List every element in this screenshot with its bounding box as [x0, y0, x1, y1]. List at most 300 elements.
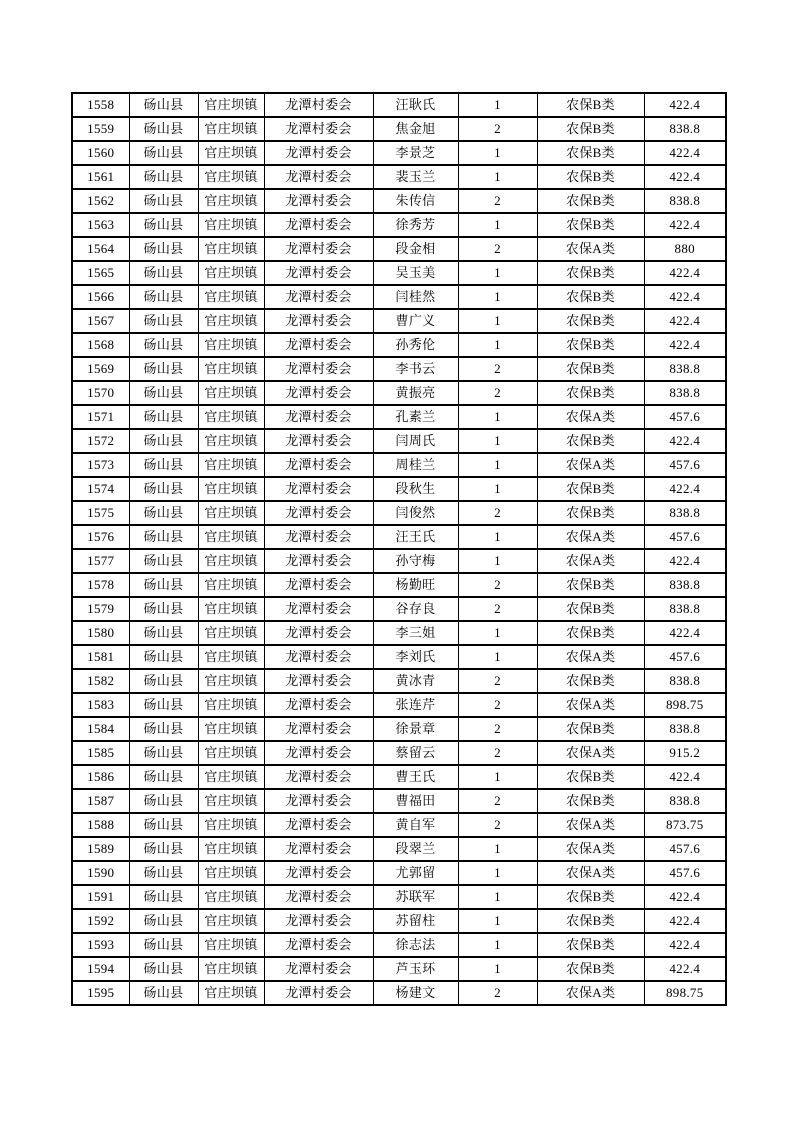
cell-serial: 1578 [72, 573, 129, 597]
cell-amount: 422.4 [644, 165, 726, 189]
cell-name: 汪耿氏 [373, 93, 458, 117]
cell-persons: 2 [458, 189, 537, 213]
cell-village: 龙潭村委会 [264, 861, 373, 885]
cell-name: 李书云 [373, 357, 458, 381]
cell-serial: 1561 [72, 165, 129, 189]
cell-county: 砀山县 [129, 501, 198, 525]
cell-county: 砀山县 [129, 717, 198, 741]
table-row [72, 501, 726, 525]
cell-name: 孙秀伦 [373, 333, 458, 357]
cell-persons: 1 [458, 453, 537, 477]
cell-amount: 422.4 [644, 309, 726, 333]
cell-village: 龙潭村委会 [264, 549, 373, 573]
cell-name: 段翠兰 [373, 837, 458, 861]
cell-amount: 457.6 [644, 525, 726, 549]
cell-amount: 873.75 [644, 813, 726, 837]
cell-serial: 1559 [72, 117, 129, 141]
cell-town: 官庄坝镇 [198, 453, 264, 477]
cell-county: 砀山县 [129, 693, 198, 717]
table-body [72, 93, 726, 1005]
cell-serial: 1575 [72, 501, 129, 525]
table-row [72, 93, 726, 117]
cell-persons: 1 [458, 837, 537, 861]
cell-serial: 1580 [72, 621, 129, 645]
cell-category: 农保A类 [537, 237, 644, 261]
cell-name: 黄冰青 [373, 669, 458, 693]
cell-category: 农保A类 [537, 645, 644, 669]
cell-persons: 1 [458, 213, 537, 237]
cell-amount: 457.6 [644, 405, 726, 429]
cell-county: 砀山县 [129, 885, 198, 909]
cell-name: 芦玉环 [373, 957, 458, 981]
cell-category: 农保B类 [537, 933, 644, 957]
cell-town: 官庄坝镇 [198, 309, 264, 333]
cell-persons: 1 [458, 525, 537, 549]
cell-persons: 2 [458, 573, 537, 597]
cell-town: 官庄坝镇 [198, 525, 264, 549]
cell-persons: 2 [458, 741, 537, 765]
table-row [72, 621, 726, 645]
cell-town: 官庄坝镇 [198, 429, 264, 453]
cell-amount: 422.4 [644, 333, 726, 357]
cell-amount: 422.4 [644, 477, 726, 501]
cell-serial: 1591 [72, 885, 129, 909]
cell-village: 龙潭村委会 [264, 333, 373, 357]
cell-name: 苏留柱 [373, 909, 458, 933]
table-row [72, 213, 726, 237]
cell-name: 闫俊然 [373, 501, 458, 525]
cell-county: 砀山县 [129, 837, 198, 861]
cell-amount: 838.8 [644, 117, 726, 141]
cell-county: 砀山县 [129, 357, 198, 381]
cell-name: 段金相 [373, 237, 458, 261]
table-row [72, 285, 726, 309]
cell-category: 农保B类 [537, 669, 644, 693]
cell-town: 官庄坝镇 [198, 693, 264, 717]
cell-name: 汪王氏 [373, 525, 458, 549]
cell-village: 龙潭村委会 [264, 645, 373, 669]
cell-amount: 422.4 [644, 261, 726, 285]
cell-serial: 1583 [72, 693, 129, 717]
cell-name: 裴玉兰 [373, 165, 458, 189]
table-row [72, 477, 726, 501]
cell-village: 龙潭村委会 [264, 381, 373, 405]
cell-persons: 1 [458, 309, 537, 333]
cell-village: 龙潭村委会 [264, 309, 373, 333]
cell-name: 周桂兰 [373, 453, 458, 477]
table-row [72, 861, 726, 885]
cell-persons: 2 [458, 693, 537, 717]
cell-persons: 2 [458, 501, 537, 525]
cell-persons: 1 [458, 165, 537, 189]
cell-serial: 1558 [72, 93, 129, 117]
cell-name: 李三姐 [373, 621, 458, 645]
cell-serial: 1592 [72, 909, 129, 933]
cell-serial: 1560 [72, 141, 129, 165]
cell-amount: 457.6 [644, 861, 726, 885]
cell-category: 农保A类 [537, 405, 644, 429]
cell-category: 农保B类 [537, 117, 644, 141]
cell-county: 砀山县 [129, 477, 198, 501]
cell-category: 农保B类 [537, 285, 644, 309]
payment-table [71, 92, 727, 1006]
cell-category: 农保B类 [537, 957, 644, 981]
cell-amount: 915.2 [644, 741, 726, 765]
cell-county: 砀山县 [129, 933, 198, 957]
cell-town: 官庄坝镇 [198, 333, 264, 357]
table-row [72, 813, 726, 837]
cell-persons: 2 [458, 813, 537, 837]
cell-town: 官庄坝镇 [198, 405, 264, 429]
cell-town: 官庄坝镇 [198, 717, 264, 741]
cell-town: 官庄坝镇 [198, 741, 264, 765]
cell-amount: 422.4 [644, 285, 726, 309]
cell-serial: 1595 [72, 981, 129, 1005]
cell-town: 官庄坝镇 [198, 765, 264, 789]
cell-serial: 1577 [72, 549, 129, 573]
table-row [72, 717, 726, 741]
cell-name: 尤郭留 [373, 861, 458, 885]
cell-serial: 1593 [72, 933, 129, 957]
cell-persons: 1 [458, 141, 537, 165]
cell-persons: 2 [458, 237, 537, 261]
cell-persons: 2 [458, 357, 537, 381]
cell-name: 闫桂然 [373, 285, 458, 309]
cell-town: 官庄坝镇 [198, 813, 264, 837]
cell-amount: 898.75 [644, 693, 726, 717]
cell-name: 黄自军 [373, 813, 458, 837]
cell-village: 龙潭村委会 [264, 93, 373, 117]
cell-village: 龙潭村委会 [264, 837, 373, 861]
table-row [72, 549, 726, 573]
cell-serial: 1586 [72, 765, 129, 789]
cell-serial: 1563 [72, 213, 129, 237]
cell-village: 龙潭村委会 [264, 165, 373, 189]
cell-category: 农保B类 [537, 885, 644, 909]
table-row [72, 741, 726, 765]
cell-county: 砀山县 [129, 261, 198, 285]
cell-amount: 880 [644, 237, 726, 261]
table-row [72, 597, 726, 621]
table-row [72, 885, 726, 909]
cell-county: 砀山县 [129, 525, 198, 549]
cell-name: 黄振亮 [373, 381, 458, 405]
cell-category: 农保A类 [537, 453, 644, 477]
cell-county: 砀山县 [129, 213, 198, 237]
cell-persons: 2 [458, 381, 537, 405]
cell-persons: 1 [458, 261, 537, 285]
table-row [72, 165, 726, 189]
table-row [72, 237, 726, 261]
table-row [72, 405, 726, 429]
cell-name: 徐秀芳 [373, 213, 458, 237]
cell-county: 砀山县 [129, 981, 198, 1005]
cell-county: 砀山县 [129, 429, 198, 453]
cell-town: 官庄坝镇 [198, 861, 264, 885]
cell-category: 农保A类 [537, 837, 644, 861]
cell-town: 官庄坝镇 [198, 933, 264, 957]
cell-village: 龙潭村委会 [264, 669, 373, 693]
cell-category: 农保B类 [537, 93, 644, 117]
cell-category: 农保A类 [537, 981, 644, 1005]
cell-amount: 422.4 [644, 765, 726, 789]
cell-amount: 422.4 [644, 549, 726, 573]
cell-town: 官庄坝镇 [198, 621, 264, 645]
cell-persons: 1 [458, 93, 537, 117]
cell-amount: 457.6 [644, 645, 726, 669]
cell-village: 龙潭村委会 [264, 981, 373, 1005]
cell-persons: 1 [458, 645, 537, 669]
cell-village: 龙潭村委会 [264, 141, 373, 165]
cell-town: 官庄坝镇 [198, 789, 264, 813]
cell-village: 龙潭村委会 [264, 285, 373, 309]
cell-town: 官庄坝镇 [198, 237, 264, 261]
cell-county: 砀山县 [129, 957, 198, 981]
cell-town: 官庄坝镇 [198, 669, 264, 693]
cell-category: 农保B类 [537, 165, 644, 189]
cell-serial: 1562 [72, 189, 129, 213]
cell-village: 龙潭村委会 [264, 693, 373, 717]
table-row [72, 909, 726, 933]
cell-county: 砀山县 [129, 141, 198, 165]
cell-village: 龙潭村委会 [264, 789, 373, 813]
cell-county: 砀山县 [129, 117, 198, 141]
cell-serial: 1571 [72, 405, 129, 429]
cell-persons: 1 [458, 621, 537, 645]
cell-village: 龙潭村委会 [264, 765, 373, 789]
cell-serial: 1588 [72, 813, 129, 837]
cell-category: 农保B类 [537, 333, 644, 357]
cell-county: 砀山县 [129, 165, 198, 189]
table-row [72, 645, 726, 669]
cell-amount: 422.4 [644, 885, 726, 909]
cell-category: 农保A类 [537, 741, 644, 765]
cell-persons: 1 [458, 861, 537, 885]
table-row [72, 957, 726, 981]
cell-town: 官庄坝镇 [198, 141, 264, 165]
cell-serial: 1581 [72, 645, 129, 669]
cell-persons: 1 [458, 885, 537, 909]
cell-town: 官庄坝镇 [198, 285, 264, 309]
cell-amount: 838.8 [644, 597, 726, 621]
cell-category: 农保B类 [537, 261, 644, 285]
cell-county: 砀山县 [129, 285, 198, 309]
cell-serial: 1570 [72, 381, 129, 405]
cell-town: 官庄坝镇 [198, 549, 264, 573]
cell-village: 龙潭村委会 [264, 933, 373, 957]
cell-name: 孙守梅 [373, 549, 458, 573]
cell-serial: 1565 [72, 261, 129, 285]
cell-category: 农保B类 [537, 213, 644, 237]
cell-town: 官庄坝镇 [198, 357, 264, 381]
cell-town: 官庄坝镇 [198, 957, 264, 981]
cell-village: 龙潭村委会 [264, 621, 373, 645]
cell-village: 龙潭村委会 [264, 741, 373, 765]
table-row [72, 693, 726, 717]
table-row [72, 357, 726, 381]
cell-persons: 1 [458, 405, 537, 429]
cell-persons: 1 [458, 933, 537, 957]
cell-persons: 1 [458, 549, 537, 573]
cell-town: 官庄坝镇 [198, 573, 264, 597]
table-row [72, 525, 726, 549]
cell-county: 砀山县 [129, 309, 198, 333]
table-row [72, 333, 726, 357]
cell-persons: 1 [458, 957, 537, 981]
table-row [72, 933, 726, 957]
cell-county: 砀山县 [129, 741, 198, 765]
cell-category: 农保A类 [537, 693, 644, 717]
cell-persons: 1 [458, 429, 537, 453]
cell-village: 龙潭村委会 [264, 429, 373, 453]
cell-village: 龙潭村委会 [264, 597, 373, 621]
cell-serial: 1566 [72, 285, 129, 309]
cell-amount: 838.8 [644, 573, 726, 597]
cell-category: 农保B类 [537, 909, 644, 933]
cell-amount: 838.8 [644, 381, 726, 405]
cell-persons: 1 [458, 333, 537, 357]
cell-town: 官庄坝镇 [198, 837, 264, 861]
cell-amount: 838.8 [644, 789, 726, 813]
cell-amount: 457.6 [644, 837, 726, 861]
cell-town: 官庄坝镇 [198, 909, 264, 933]
cell-amount: 838.8 [644, 669, 726, 693]
cell-name: 段秋生 [373, 477, 458, 501]
cell-town: 官庄坝镇 [198, 261, 264, 285]
cell-town: 官庄坝镇 [198, 501, 264, 525]
cell-name: 徐景章 [373, 717, 458, 741]
cell-category: 农保B类 [537, 477, 644, 501]
cell-town: 官庄坝镇 [198, 381, 264, 405]
cell-persons: 2 [458, 117, 537, 141]
cell-persons: 1 [458, 285, 537, 309]
cell-persons: 2 [458, 717, 537, 741]
table-row [72, 117, 726, 141]
cell-county: 砀山县 [129, 189, 198, 213]
cell-village: 龙潭村委会 [264, 261, 373, 285]
cell-name: 杨勤旺 [373, 573, 458, 597]
cell-amount: 422.4 [644, 621, 726, 645]
cell-village: 龙潭村委会 [264, 885, 373, 909]
table-row [72, 189, 726, 213]
cell-serial: 1594 [72, 957, 129, 981]
cell-category: 农保B类 [537, 357, 644, 381]
cell-name: 李景芝 [373, 141, 458, 165]
cell-persons: 2 [458, 597, 537, 621]
cell-category: 农保B类 [537, 189, 644, 213]
cell-village: 龙潭村委会 [264, 717, 373, 741]
cell-county: 砀山县 [129, 453, 198, 477]
cell-village: 龙潭村委会 [264, 117, 373, 141]
cell-name: 朱传信 [373, 189, 458, 213]
cell-amount: 422.4 [644, 141, 726, 165]
cell-village: 龙潭村委会 [264, 525, 373, 549]
cell-town: 官庄坝镇 [198, 213, 264, 237]
cell-county: 砀山县 [129, 573, 198, 597]
table-row [72, 309, 726, 333]
cell-village: 龙潭村委会 [264, 405, 373, 429]
cell-serial: 1567 [72, 309, 129, 333]
cell-town: 官庄坝镇 [198, 645, 264, 669]
cell-category: 农保B类 [537, 717, 644, 741]
cell-category: 农保A类 [537, 861, 644, 885]
cell-category: 农保B类 [537, 381, 644, 405]
cell-name: 吴玉美 [373, 261, 458, 285]
cell-category: 农保B类 [537, 141, 644, 165]
cell-amount: 422.4 [644, 429, 726, 453]
cell-persons: 2 [458, 669, 537, 693]
table-row [72, 669, 726, 693]
cell-category: 农保B类 [537, 429, 644, 453]
cell-serial: 1564 [72, 237, 129, 261]
cell-village: 龙潭村委会 [264, 957, 373, 981]
cell-persons: 1 [458, 477, 537, 501]
cell-category: 农保A类 [537, 813, 644, 837]
cell-serial: 1579 [72, 597, 129, 621]
cell-persons: 2 [458, 789, 537, 813]
cell-village: 龙潭村委会 [264, 573, 373, 597]
table-row [72, 981, 726, 1005]
cell-amount: 457.6 [644, 453, 726, 477]
cell-amount: 838.8 [644, 189, 726, 213]
table-row [72, 789, 726, 813]
cell-serial: 1582 [72, 669, 129, 693]
cell-amount: 422.4 [644, 909, 726, 933]
cell-name: 李刘氏 [373, 645, 458, 669]
cell-amount: 422.4 [644, 93, 726, 117]
cell-category: 农保A类 [537, 549, 644, 573]
cell-amount: 838.8 [644, 717, 726, 741]
cell-persons: 1 [458, 765, 537, 789]
cell-town: 官庄坝镇 [198, 189, 264, 213]
cell-serial: 1589 [72, 837, 129, 861]
cell-village: 龙潭村委会 [264, 477, 373, 501]
cell-county: 砀山县 [129, 789, 198, 813]
cell-name: 张连芹 [373, 693, 458, 717]
cell-county: 砀山县 [129, 645, 198, 669]
cell-county: 砀山县 [129, 861, 198, 885]
cell-serial: 1585 [72, 741, 129, 765]
table-row [72, 381, 726, 405]
cell-name: 孔素兰 [373, 405, 458, 429]
cell-county: 砀山县 [129, 765, 198, 789]
cell-amount: 838.8 [644, 501, 726, 525]
cell-serial: 1587 [72, 789, 129, 813]
cell-category: 农保A类 [537, 525, 644, 549]
cell-category: 农保B类 [537, 765, 644, 789]
table-row [72, 429, 726, 453]
cell-town: 官庄坝镇 [198, 597, 264, 621]
cell-amount: 838.8 [644, 357, 726, 381]
cell-serial: 1569 [72, 357, 129, 381]
cell-county: 砀山县 [129, 405, 198, 429]
cell-serial: 1576 [72, 525, 129, 549]
cell-amount: 422.4 [644, 957, 726, 981]
cell-county: 砀山县 [129, 549, 198, 573]
cell-county: 砀山县 [129, 621, 198, 645]
cell-name: 曹广义 [373, 309, 458, 333]
cell-county: 砀山县 [129, 597, 198, 621]
cell-town: 官庄坝镇 [198, 981, 264, 1005]
cell-name: 徐志法 [373, 933, 458, 957]
cell-serial: 1572 [72, 429, 129, 453]
cell-category: 农保B类 [537, 309, 644, 333]
cell-amount: 898.75 [644, 981, 726, 1005]
cell-serial: 1568 [72, 333, 129, 357]
cell-amount: 422.4 [644, 933, 726, 957]
cell-category: 农保B类 [537, 501, 644, 525]
cell-town: 官庄坝镇 [198, 93, 264, 117]
